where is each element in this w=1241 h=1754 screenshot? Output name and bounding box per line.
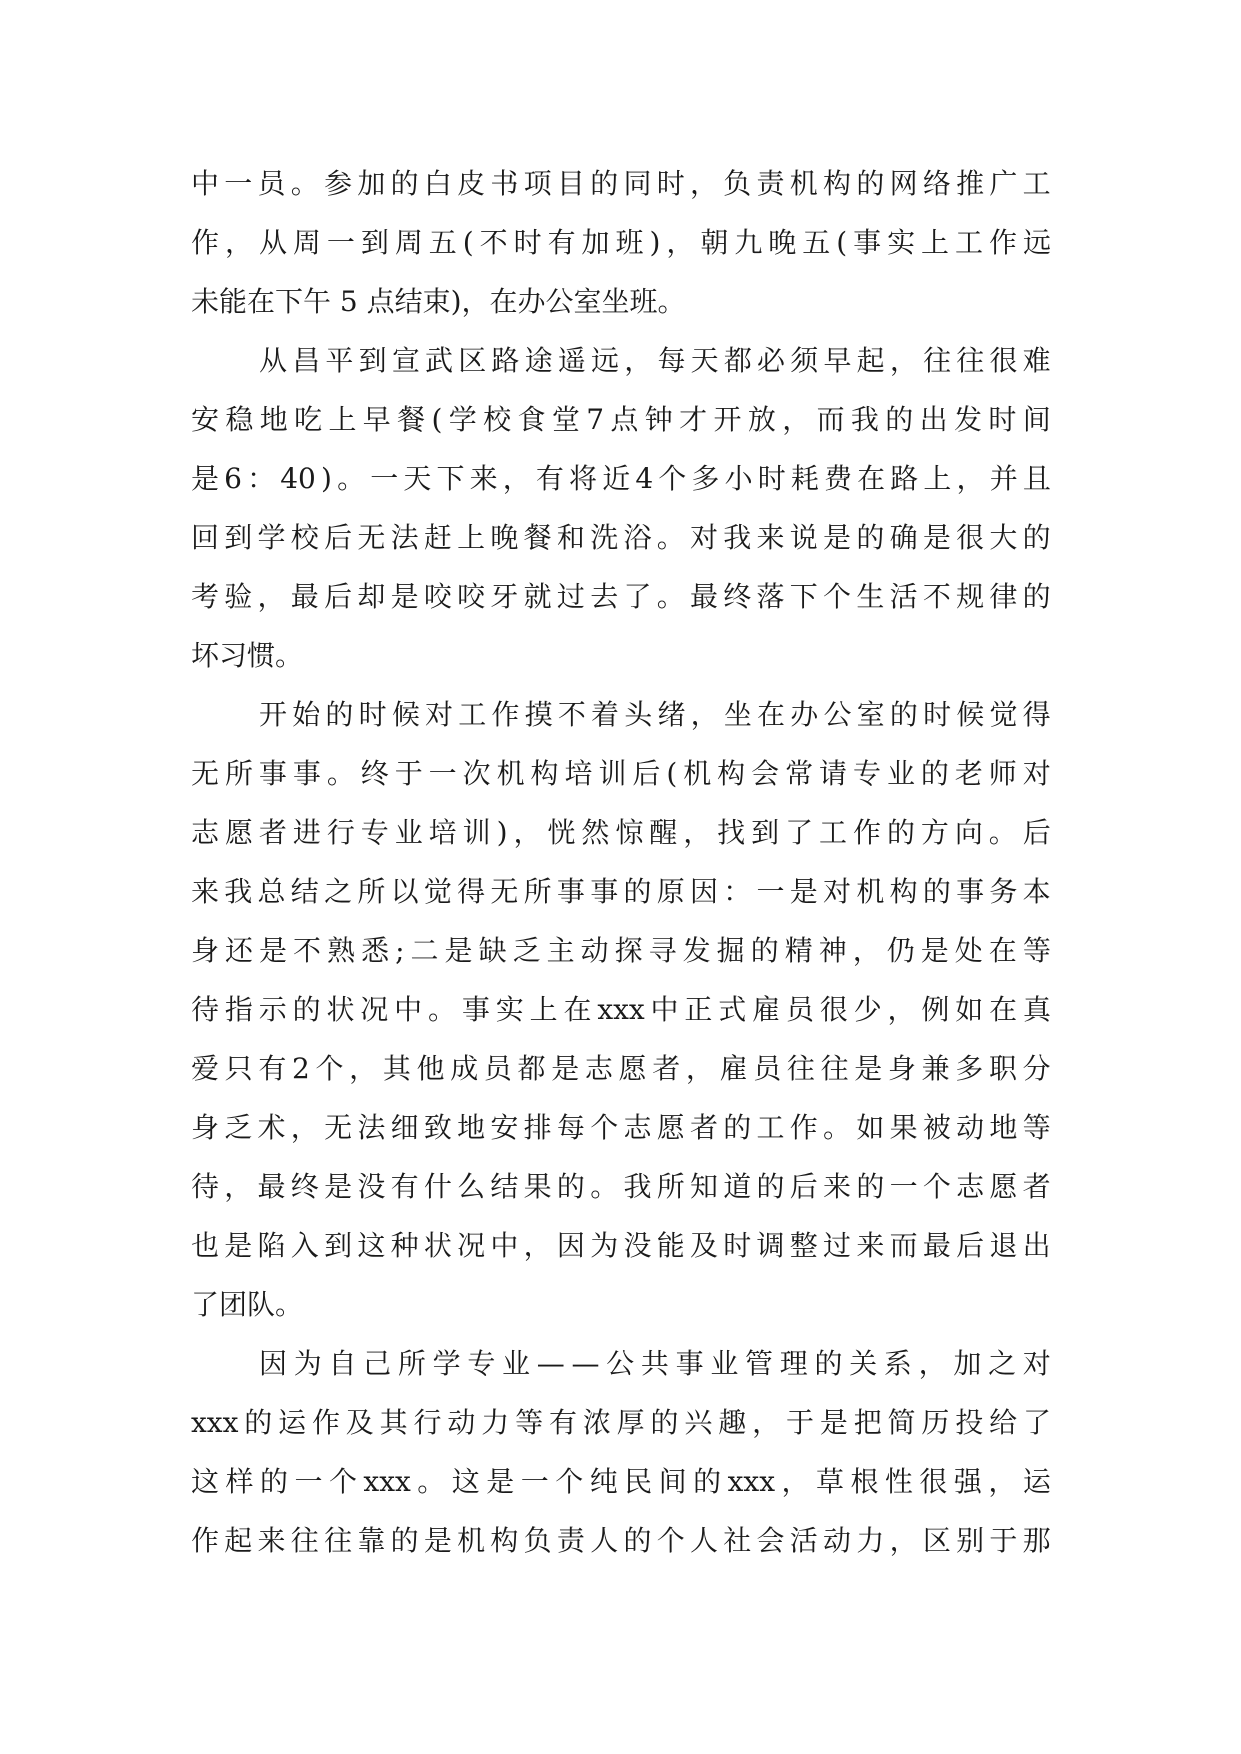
document-body (191, 154, 1051, 1570)
paragraph-2-line-3: 是 6 ： 40 ) 。 一 天 下 来 ， 有 将 近 4 个 多 小 时 耗 费 在 路 上 ， 并 且 (191, 462, 1051, 495)
paragraph-3-line-10: 也 是 陷 入 到 这 种 状 况 中 ， 因 为 没 能 及 时 调 整 过 来 而 最 后 退 出 (191, 1229, 1051, 1262)
paragraph-3-line-1: 开 始 的 时 候 对 工 作 摸 不 着 头 绪 ， 坐 在 办 公 室 的 时 候 觉 得 (259, 698, 1051, 731)
paragraph-3-line-6: 待 指 示 的 状 况 中 。 事 实 上 在 xxx 中 正 式 雇 员 很 少 ， 例 如 在 真 (191, 993, 1051, 1026)
paragraph-3-line-8: 身 乏 术 ， 无 法 细 致 地 安 排 每 个 志 愿 者 的 工 作 。 如 果 被 动 地 等 (191, 1111, 1051, 1144)
paragraph-4-line-2: xxx 的 运 作 及 其 行 动 力 等 有 浓 厚 的 兴 趣 ， 于 是 把 简 历 投 给 了 (191, 1406, 1051, 1439)
paragraph-3-line-7: 爱 只 有 2 个 ， 其 他 成 员 都 是 志 愿 者 ， 雇 员 往 往 是 身 兼 多 职 分 (191, 1052, 1051, 1085)
paragraph-2-line-1: 从 昌 平 到 宣 武 区 路 途 遥 远 ， 每 天 都 必 须 早 起 ， 往 往 很 难 (259, 344, 1051, 377)
paragraph-1-line-2: 作 ， 从 周 一 到 周 五 ( 不 时 有 加 班 ) ， 朝 九 晚 五 ( 事 实 上 工 作 远 (191, 226, 1051, 259)
paragraph-3-line-5: 身 还 是 不 熟 悉 ; 二 是 缺 乏 主 动 探 寻 发 掘 的 精 神 ， 仍 是 处 在 等 (191, 934, 1051, 967)
paragraph-3-line-3: 志 愿 者 进 行 专 业 培 训 ) ， 恍 然 惊 醒 ， 找 到 了 工 作 的 方 向 。 后 (191, 816, 1051, 849)
paragraph-2-line-2: 安 稳 地 吃 上 早 餐 ( 学 校 食 堂 7 点 钟 才 开 放 ， 而 我 的 出 发 时 间 (191, 403, 1051, 436)
paragraph-3-line-11: 了团队。 (191, 1288, 304, 1321)
paragraph-1-line-3: 未能在下午 5 点结束)，在办公室坐班。 (191, 285, 686, 318)
paragraph-3-line-4: 来 我 总 结 之 所 以 觉 得 无 所 事 事 的 原 因 ： 一 是 对 机 构 的 事 务 本 (191, 875, 1051, 908)
paragraph-3-line-2: 无 所 事 事 。 终 于 一 次 机 构 培 训 后 ( 机 构 会 常 请 专 业 的 老 师 对 (191, 757, 1051, 790)
paragraph-2-line-4: 回 到 学 校 后 无 法 赶 上 晚 餐 和 洗 浴 。 对 我 来 说 是 的 确 是 很 大 的 (191, 521, 1051, 554)
paragraph-1-line-1: 中 一 员 。 参 加 的 白 皮 书 项 目 的 同 时 ， 负 责 机 构 的 网 络 推 广 工 (191, 167, 1051, 200)
paragraph-2-line-5: 考 验 ， 最 后 却 是 咬 咬 牙 就 过 去 了 。 最 终 落 下 个 生 活 不 规 律 的 (191, 580, 1051, 613)
paragraph-4-line-3: 这 样 的 一 个 xxx 。 这 是 一 个 纯 民 间 的 xxx ， 草 根 性 很 强 ， 运 (191, 1465, 1051, 1498)
paragraph-4-line-1: 因 为 自 己 所 学 专 业 — — 公 共 事 业 管 理 的 关 系 ， 加 之 对 (259, 1347, 1051, 1380)
paragraph-3-line-9: 待 ， 最 终 是 没 有 什 么 结 果 的 。 我 所 知 道 的 后 来 的 一 个 志 愿 者 (191, 1170, 1051, 1203)
paragraph-4-line-4: 作 起 来 往 往 靠 的 是 机 构 负 责 人 的 个 人 社 会 活 动 力 ， 区 别 于 那 (191, 1524, 1051, 1557)
paragraph-2-line-6: 坏习惯。 (191, 639, 304, 672)
